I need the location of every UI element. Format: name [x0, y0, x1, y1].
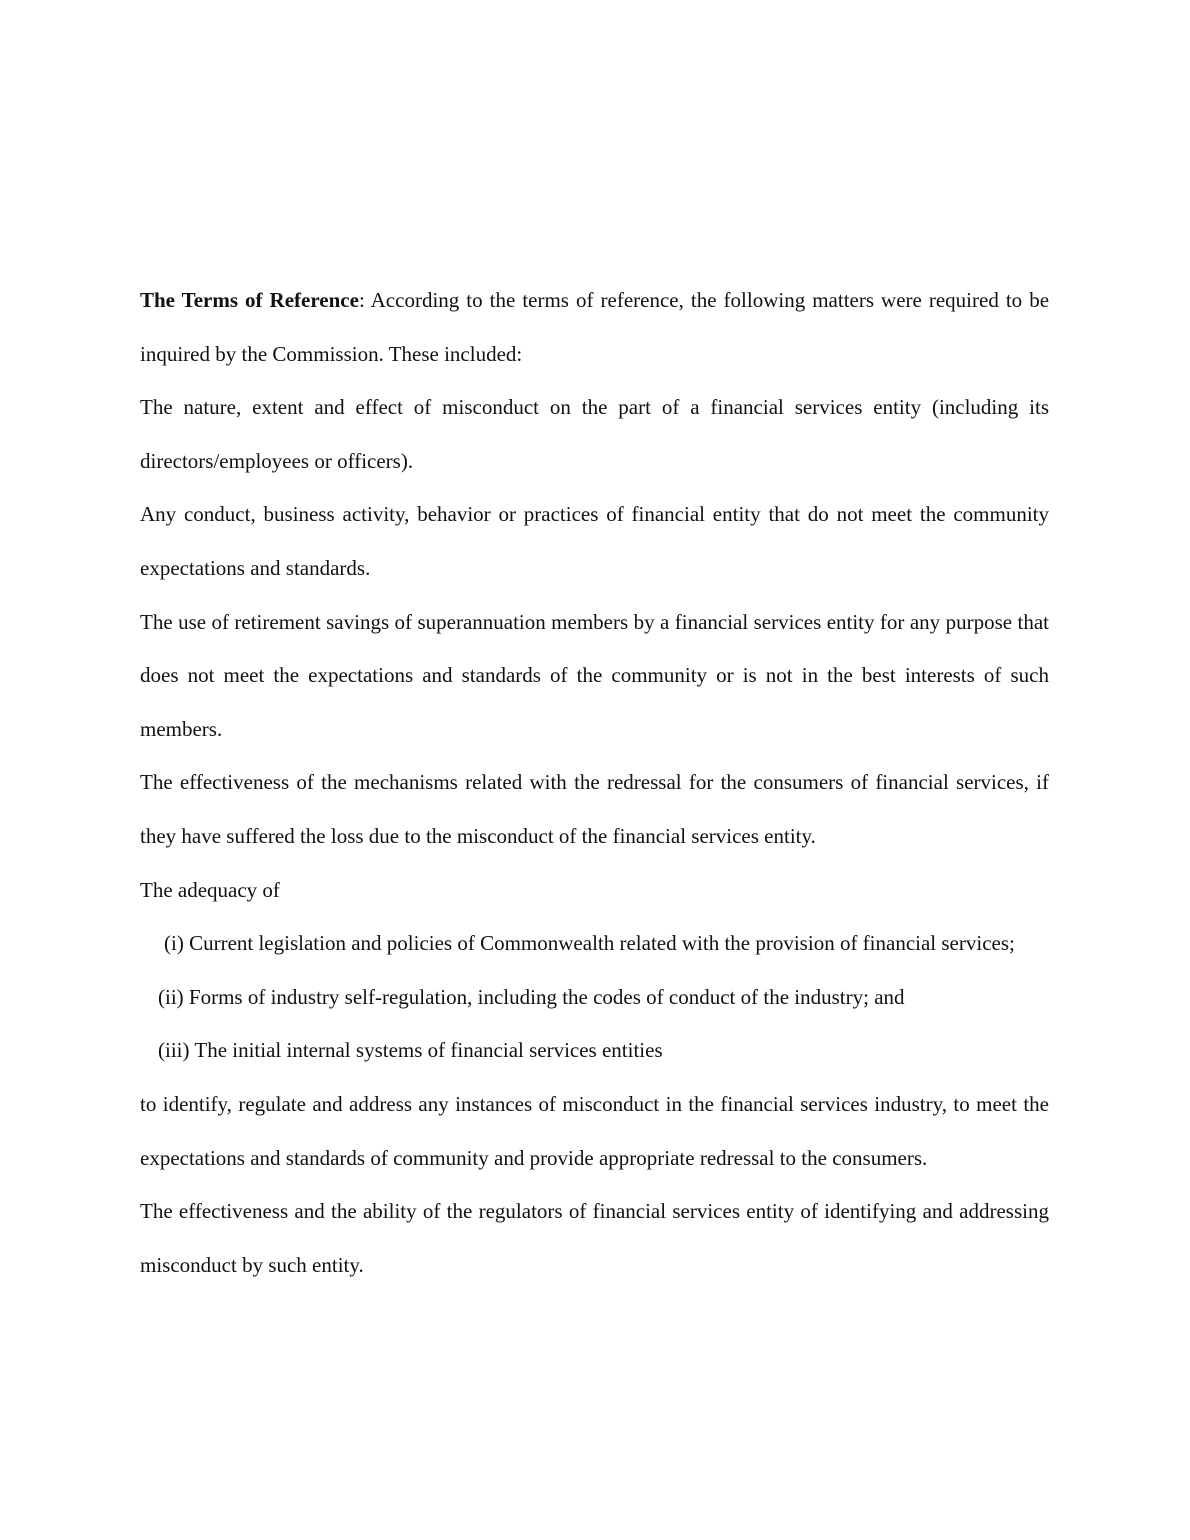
- paragraph-redressal-mechanisms: The effectiveness of the mechanisms related with the redressal for the consumers of financial services, if they have suffered the loss due to the misconduct of the financial services entity.: [140, 770, 1049, 848]
- paragraph-retirement-savings: The use of retirement savings of superannuation members by a financial services entity for any purpose that does not meet the expectations and standards of the community or is not in the best interests of such members.: [140, 609, 1049, 741]
- document-body: [140, 274, 1049, 1292]
- list-item-self-regulation: (ii) Forms of industry self-regulation, including the codes of conduct of the industry; and: [158, 984, 905, 1009]
- paragraph-adequacy-of: The adequacy of: [140, 877, 280, 902]
- paragraph-conduct-standards: Any conduct, business activity, behavior or practices of financial entity that do not meet the community expectations and standards.: [140, 502, 1049, 580]
- list-item-legislation: (i) Current legislation and policies of Commonwealth related with the provision of financial services;: [164, 931, 1015, 956]
- paragraph-identify-regulate: to identify, regulate and address any instances of misconduct in the financial services industry, to meet the expectations and standards of community and provide appropriate redressal to the consumers.: [140, 1091, 1049, 1170]
- intro-paragraph: [140, 274, 1049, 381]
- intro-text: : According to the terms of reference, the following matters were required to be inquired by the Commission. These included:: [140, 288, 1050, 366]
- section-heading: The Terms of Reference: [140, 288, 359, 312]
- paragraph-regulator-effectiveness: The effectiveness and the ability of the regulators of financial services entity of identifying and addressing misconduct by such entity.: [140, 1199, 1049, 1277]
- list-item-internal-systems: (iii) The initial internal systems of financial services entities: [158, 1038, 663, 1063]
- paragraph-misconduct-nature: The nature, extent and effect of misconduct on the part of a financial services entity (including its directors/employees or officers).: [140, 395, 1049, 473]
